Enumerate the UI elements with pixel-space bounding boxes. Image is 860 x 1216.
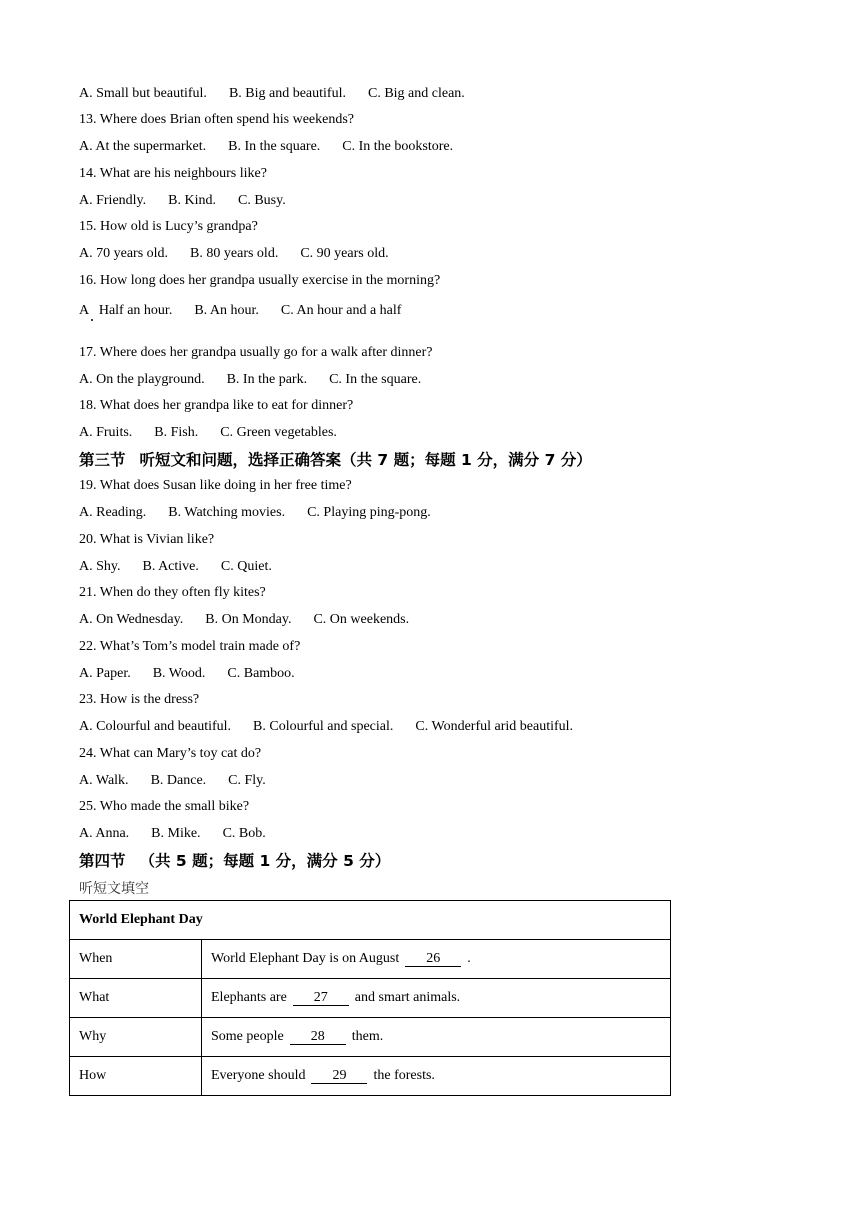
- answer-option[interactable]: B. Big and beautiful.: [228, 86, 346, 101]
- answer-option[interactable]: A. Shy.: [79, 559, 121, 574]
- answer-option[interactable]: C. Quiet.: [220, 559, 272, 574]
- answer-option[interactable]: C. Big and clean.: [367, 86, 465, 101]
- answer-option[interactable]: A. 70 years old.: [79, 246, 169, 261]
- section-heading: [79, 451, 592, 469]
- answer-blank[interactable]: 28: [290, 1030, 346, 1045]
- answer-option[interactable]: A. Paper.: [79, 666, 131, 681]
- answer-option[interactable]: C. Bob.: [222, 826, 266, 841]
- answer-option[interactable]: B. Watching movies.: [168, 505, 286, 520]
- question-text: 21. When do they often fly kites?: [79, 585, 266, 600]
- answer-option[interactable]: C. 90 years old.: [300, 246, 389, 261]
- table-row: [70, 979, 671, 1018]
- answer-option[interactable]: B. Mike.: [151, 826, 201, 841]
- row-text-before: Some people: [211, 1029, 284, 1044]
- question-text: 22. What’s Tom’s model train made of?: [79, 639, 301, 654]
- row-content: [202, 979, 671, 1018]
- answer-option[interactable]: B. Fish.: [154, 425, 199, 440]
- answer-options: [79, 372, 443, 388]
- answer-blank[interactable]: 27: [293, 991, 349, 1006]
- answer-options: [79, 773, 288, 789]
- row-text-before: Elephants are: [211, 990, 287, 1005]
- answer-option[interactable]: C. In the bookstore.: [342, 139, 454, 154]
- answer-options: [79, 826, 288, 842]
- answer-option[interactable]: B. Colourful and special.: [253, 719, 394, 734]
- answer-option[interactable]: A. Friendly.: [79, 193, 147, 208]
- row-text-after: and smart animals.: [354, 990, 461, 1005]
- row-label: How: [70, 1057, 202, 1096]
- answer-options: [79, 193, 308, 209]
- question-text: 17. Where does her grandpa usually go for a walk after dinner?: [79, 345, 433, 360]
- row-label: What: [70, 979, 202, 1018]
- answer-option[interactable]: A. Colourful and beautiful.: [79, 719, 232, 734]
- answer-option[interactable]: B. Dance.: [150, 773, 207, 788]
- row-text-before: Everyone should: [211, 1068, 306, 1083]
- table-title-row: [70, 901, 671, 940]
- answer-option[interactable]: B. In the park.: [226, 372, 308, 387]
- row-content: [202, 1018, 671, 1057]
- answer-option[interactable]: B. In the square.: [228, 139, 321, 154]
- answer-option[interactable]: B. On Monday.: [205, 612, 292, 627]
- answer-option[interactable]: A. On the playground.: [79, 372, 205, 387]
- row-label: Why: [70, 1018, 202, 1057]
- answer-options: [79, 719, 595, 735]
- question-text: 13. Where does Brian often spend his weekends?: [79, 112, 354, 127]
- section-description: （共 5 题；每题 1 分，满分 5 分）: [139, 852, 391, 870]
- question-text: 16. How long does her grandpa usually exercise in the morning?: [79, 273, 441, 288]
- row-content: [202, 940, 671, 979]
- section-description: 听短文和问题，选择正确答案（共 7 题；每题 1 分，满分 7 分）: [139, 451, 592, 469]
- row-text-after: the forests.: [373, 1068, 435, 1083]
- answer-option[interactable]: A Half an hour.: [79, 303, 173, 318]
- answer-options: [79, 246, 411, 262]
- answer-option[interactable]: C. An hour and a half: [280, 303, 402, 318]
- answer-option[interactable]: A. Fruits.: [79, 425, 133, 440]
- answer-option[interactable]: C. Fly.: [228, 773, 266, 788]
- answer-options: [79, 559, 294, 575]
- row-label: When: [70, 940, 202, 979]
- answer-option[interactable]: C. Wonderful arid beautiful.: [415, 719, 574, 734]
- section-label: 第三节: [79, 451, 126, 469]
- row-text-before: World Elephant Day is on August: [211, 951, 400, 966]
- question-text: 19. What does Susan like doing in her free time?: [79, 478, 352, 493]
- answer-options: [79, 139, 475, 155]
- answer-blank[interactable]: 29: [311, 1069, 367, 1084]
- answer-option[interactable]: C. In the square.: [329, 372, 422, 387]
- question-text: 23. How is the dress?: [79, 692, 200, 707]
- answer-option[interactable]: C. Busy.: [238, 193, 286, 208]
- answer-option[interactable]: C. On weekends.: [313, 612, 410, 627]
- question-text: 20. What is Vivian like?: [79, 532, 215, 547]
- answer-option[interactable]: B. Kind.: [168, 193, 216, 208]
- answer-option[interactable]: B. Active.: [142, 559, 199, 574]
- row-text-after: them.: [351, 1029, 384, 1044]
- table-row: [70, 1018, 671, 1057]
- table-row: [70, 940, 671, 979]
- table-row: [70, 1057, 671, 1096]
- answer-option[interactable]: C. Green vegetables.: [220, 425, 337, 440]
- section-heading: [79, 852, 390, 870]
- question-text: 15. How old is Lucy’s grandpa?: [79, 219, 258, 234]
- answer-blank[interactable]: 26: [405, 952, 461, 967]
- answer-option[interactable]: B. 80 years old.: [190, 246, 279, 261]
- answer-options: [79, 612, 431, 628]
- stray-dot: [91, 319, 93, 321]
- answer-option[interactable]: A. Walk.: [79, 773, 129, 788]
- answer-option[interactable]: B. Wood.: [152, 666, 206, 681]
- question-text: 25. Who made the small bike?: [79, 799, 250, 814]
- answer-option[interactable]: A. On Wednesday.: [79, 612, 184, 627]
- question-text: 24. What can Mary’s toy cat do?: [79, 746, 262, 761]
- fill-in-instruction: 听短文填空: [79, 881, 149, 897]
- answer-option[interactable]: A. Small but beautiful.: [79, 86, 207, 101]
- answer-options: [79, 666, 317, 682]
- row-content: [202, 1057, 671, 1096]
- answer-option[interactable]: C. Bamboo.: [227, 666, 295, 681]
- row-text-after: .: [467, 951, 471, 966]
- answer-options: [79, 86, 487, 102]
- answer-option[interactable]: A. Reading.: [79, 505, 147, 520]
- answer-options: [79, 505, 453, 521]
- answer-options: [79, 425, 359, 441]
- answer-option[interactable]: A. At the supermarket.: [79, 139, 207, 154]
- section-label: 第四节: [79, 852, 126, 870]
- answer-options: [79, 303, 423, 319]
- answer-option[interactable]: B. An hour.: [194, 303, 259, 318]
- answer-option[interactable]: A. Anna.: [79, 826, 130, 841]
- question-text: 14. What are his neighbours like?: [79, 166, 267, 181]
- question-text: 18. What does her grandpa like to eat for dinner?: [79, 398, 354, 413]
- table-title: World Elephant Day: [70, 901, 671, 940]
- answer-option[interactable]: C. Playing ping-pong.: [307, 505, 431, 520]
- elephant-day-table: [69, 900, 671, 1096]
